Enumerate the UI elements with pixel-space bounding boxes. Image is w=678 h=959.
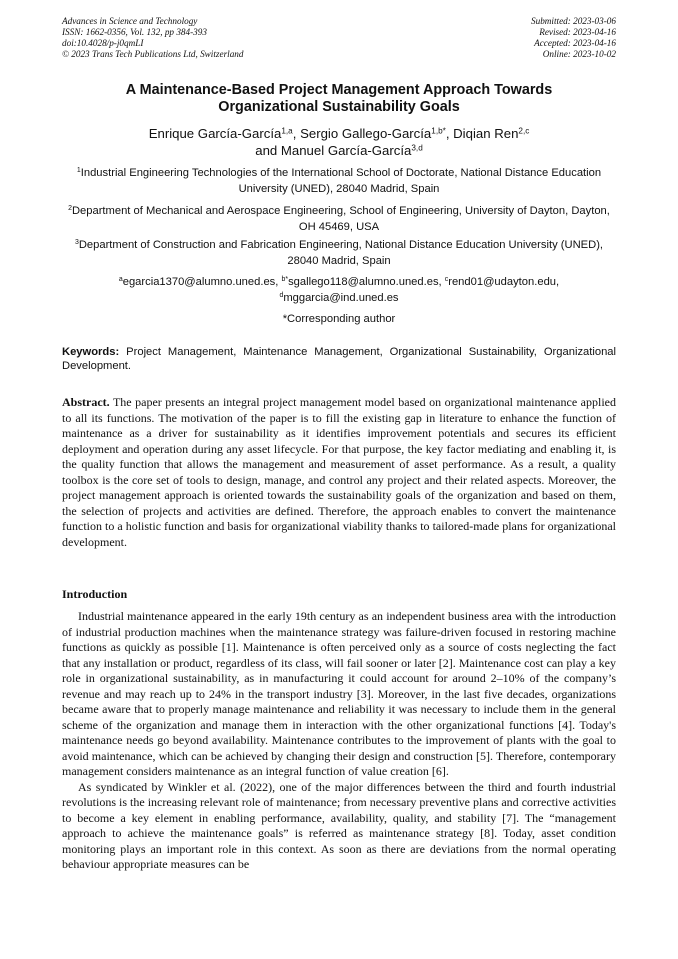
email-list xyxy=(62,275,616,306)
affiliation-number: 2 xyxy=(68,205,72,213)
email-link[interactable]: egarcia1370@alumno.uned.es xyxy=(122,276,276,288)
date-accepted: Accepted: 2023-04-16 xyxy=(534,38,616,48)
affiliation-3 xyxy=(62,238,616,269)
date-online: Online: 2023-10-02 xyxy=(542,49,616,59)
author-line-2 xyxy=(62,142,616,159)
author-name: Enrique García-García xyxy=(148,126,282,141)
journal-header xyxy=(62,16,243,60)
author-list xyxy=(62,125,616,159)
email-link[interactable]: sgallego118@alumno.uned.es xyxy=(288,276,439,288)
keywords xyxy=(62,345,616,373)
dates-header xyxy=(531,16,616,60)
paper-title xyxy=(62,82,616,116)
abstract xyxy=(62,395,616,550)
section-heading: Introduction xyxy=(62,587,128,601)
affiliation-2 xyxy=(62,204,616,235)
email-separator: , xyxy=(556,276,560,288)
title-line-1: A Maintenance-Based Project Management Approach Towards xyxy=(125,82,553,98)
journal-copyright: © 2023 Trans Tech Publications Ltd, Switzerland xyxy=(62,49,244,59)
author-sup: 1,a xyxy=(281,126,293,136)
journal-issn: ISSN: 1662-0356, Vol. 132, pp 384-393 xyxy=(62,27,207,37)
email-link[interactable]: mggarcia@ind.uned.es xyxy=(283,291,399,304)
title-line-2: Organizational Sustainability Goals xyxy=(218,99,460,115)
author-separator: , xyxy=(292,126,301,141)
author-name: Sergio Gallego-García xyxy=(300,126,432,141)
author-sup: 2,c xyxy=(518,126,530,136)
email-sup: b* xyxy=(281,276,289,284)
author-separator: , xyxy=(445,126,454,141)
author-name: Diqian Ren xyxy=(453,126,519,141)
email-line-2 xyxy=(62,291,616,307)
journal-doi[interactable]: doi:10.4028/p-j0qmLI xyxy=(62,38,144,48)
affiliation-1 xyxy=(62,166,616,197)
paragraph: As syndicated by Winkler et al. (2022), one of the major differences between the third and fourth industrial revolutions is the increasing relevant role of maintenance; from necessary preventive plans and corrective activities to become a key element in enabling performance, availability, quality, and stability [7]. The “management approach to achieve the maintenance goals” is referred as maintenance strategy [8]. Today, asset condition monitoring plays an important role in this context. As soon as there are deviations from the normal operating behaviour appropriate measures can be xyxy=(62,779,616,871)
affiliation-number: 3 xyxy=(74,239,79,247)
author-sup: 3,d xyxy=(411,143,423,153)
author-line-1 xyxy=(62,125,616,142)
affiliation-text: Industrial Engineering Technologies of the International School of Doctorate, National Distance Education University (UNED), 28040 Madrid, Spain xyxy=(80,167,602,195)
affiliation-text: Department of Mechanical and Aerospace Engineering, School of Engineering, University of Dayton, Dayton, OH 45469, USA xyxy=(71,205,610,233)
date-submitted: Submitted: 2023-03-06 xyxy=(531,16,616,26)
journal-name: Advances in Science and Technology xyxy=(62,16,198,26)
author-separator: and xyxy=(255,143,281,158)
keywords-label: Keywords: xyxy=(62,346,120,358)
author-name: Manuel García-García xyxy=(280,143,412,158)
author-sup: 1,b* xyxy=(431,126,446,136)
abstract-label: Abstract. xyxy=(62,395,110,409)
corresponding-author: *Corresponding author xyxy=(282,313,396,325)
keywords-text: Project Management, Maintenance Management, Organizational Sustainability, Organizational Development. xyxy=(62,346,616,372)
affiliation-text: Department of Construction and Fabrication Engineering, National Distance Education University (UNED), 28040 Madrid, Spain xyxy=(78,239,604,267)
email-line-1 xyxy=(62,275,616,291)
paragraph: Industrial maintenance appeared in the early 19th century as an independent business area with the introduction of industrial production machines when the maintenance strategy was failure-driven focused in restoring machine functions as quickly as possible [1]. Maintenance is often perceived only as a source of costs neglecting the fact that any installation or product, regardless of its class, will fail sooner or later [2]. Maintenance cost can play a key role in organizational sustainability, as in manufacturing it could account for around 2–10% of the company’s revenue and may reach up to 24% in the transport industry [3]. Moreover, in the last five decades, organizations became aware that to properly manage maintenance and reliability it was necessary to include them in the general scheme of the organization and manage them in interaction with the other organizational functions [4]. Today's maintenance needs go beyond availability. Maintenance contributes to the improvement of plants with the goal to avoid maintenance, which can be achieved by changing their design and construction [5]. Therefore, contemporary management considers maintenance as an integral function of value creation [6]. xyxy=(62,609,616,778)
email-sup: a xyxy=(118,276,123,284)
email-link[interactable]: rend01@udayton.edu xyxy=(448,276,557,288)
date-revised: Revised: 2023-04-16 xyxy=(539,27,616,37)
email-separator: , xyxy=(275,276,282,288)
affiliation-number: 1 xyxy=(76,167,81,175)
email-sup: c xyxy=(444,276,449,284)
introduction-body xyxy=(62,609,616,873)
email-sup: d xyxy=(279,291,284,299)
email-separator: , xyxy=(438,276,445,288)
abstract-text: The paper presents an integral project management model based on organizational maintenance applied to all its functions. The motivation of the paper is to fill the existing gap in literature to enhance the function of maintenance as a driver for sustainability as it identifies improvement potentials and secures its efficient deployment and operation during any asset lifecycle. For that purpose, the key factor mediating and enabling it, is the quality function that allows the management and measurement of asset performance. As a result, a quality toolbox is the core set of tools to design, manage, and control any project and their related aspects. Moreover, the project management approach is oriented towards the sustainability goals of the organization and based on them, the selection of projects and activities are defined. Therefore, the approach enables to convert the maintenance function to a holistic function and basis for organizational viability thanks to tailored-made plans for organizational development. xyxy=(62,395,616,549)
